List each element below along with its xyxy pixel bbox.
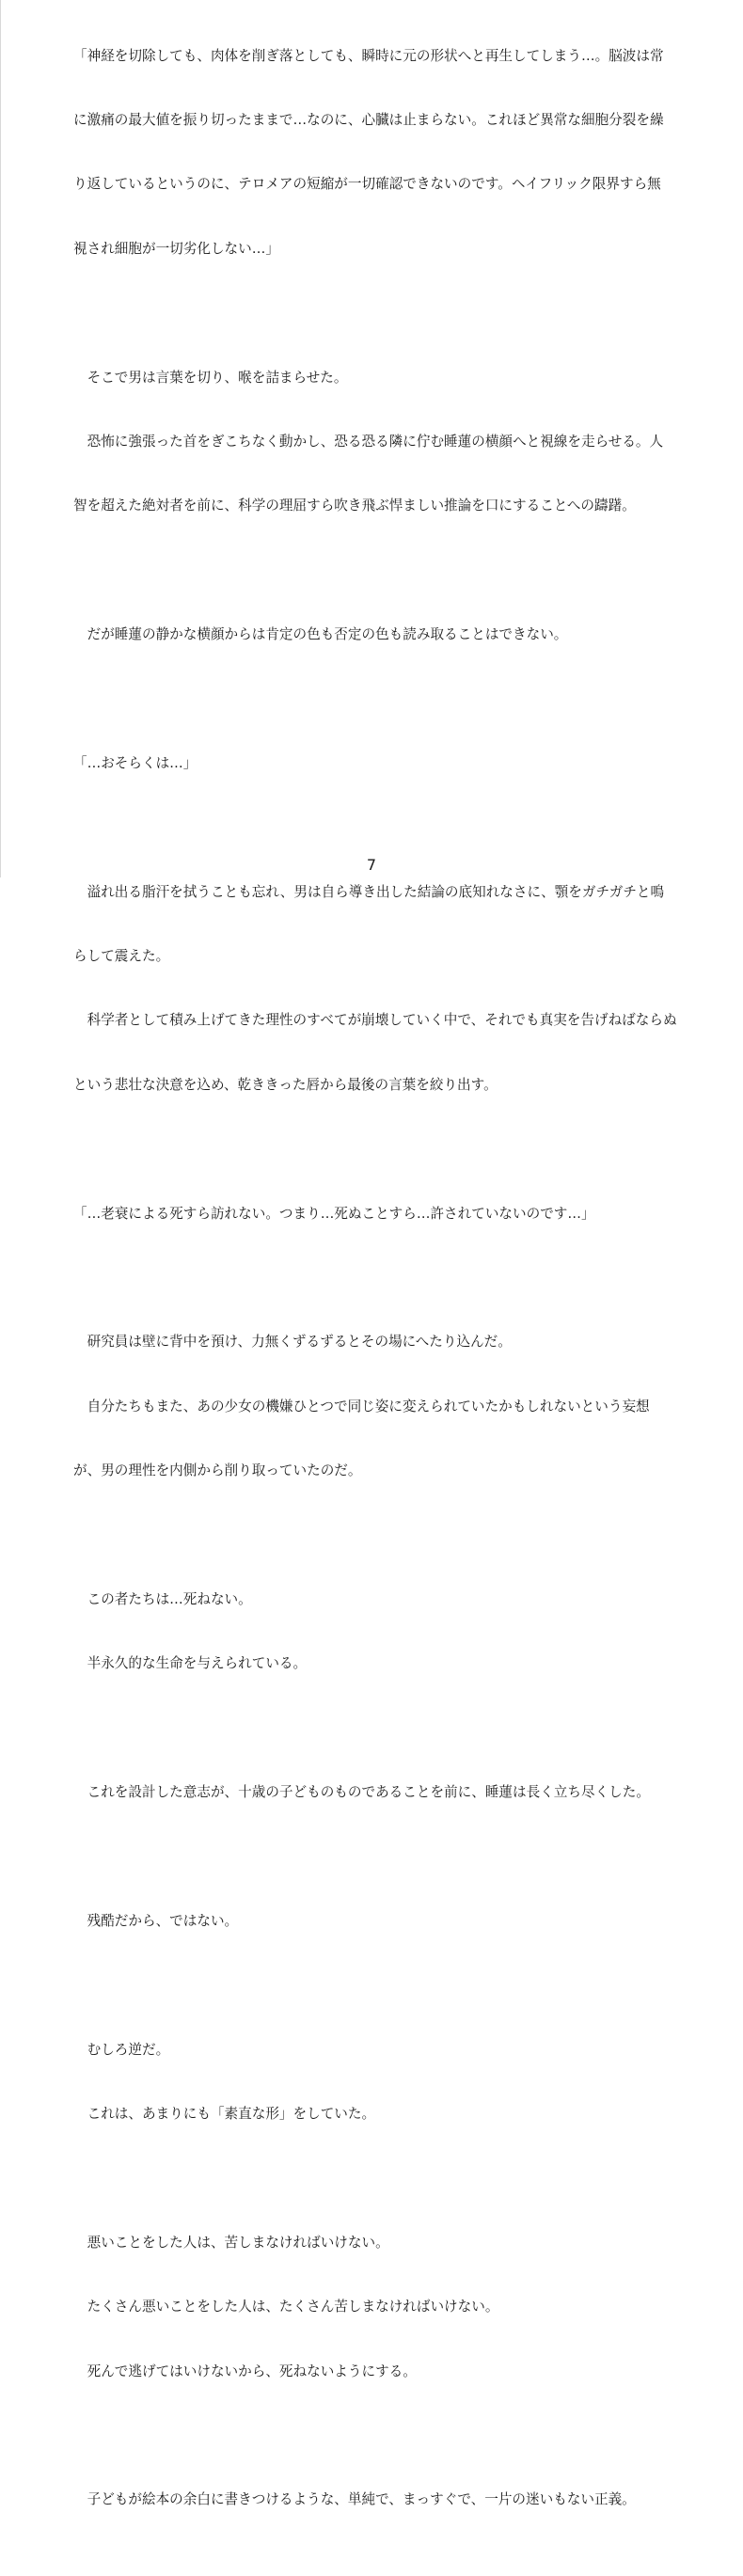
- paragraph-designed-will: [73, 1740, 685, 1847]
- text-line: 「神経を切除しても、肉体を削ぎ落としても、瞬時に元の形状へと再生してしまう…。脳波は常: [73, 47, 664, 64]
- text-line: 自分たちもまた、あの少女の機嫌ひとつで同じ姿に変えられていたかもしれないという妄想: [73, 1398, 650, 1414]
- text-line: これを設計した意志が、十歳の子どものものであることを前に、睡蓮は長く立ち尽くした。: [73, 1784, 650, 1801]
- text-line: そこで男は言葉を切り、喉を詰まらせた。: [73, 369, 348, 386]
- text-line: 溢れ出る脂汗を拭うことも忘れ、男は自ら導き出した結論の底知れなさに、顎をガチガチと鳴: [73, 883, 665, 900]
- text-line: 研究員は壁に背中を預け、力無くずるずるとその場にへたり込んだ。: [73, 1334, 512, 1351]
- text-line: 「…老衰による死すら訪れない。つまり…死ぬことすら…許されていないのです…」: [73, 1205, 595, 1222]
- paragraph-man-hesitates: [73, 324, 685, 561]
- paragraph-honest-form: [73, 1997, 685, 2168]
- paragraph-researcher-collapses: [73, 1289, 685, 1525]
- text-line: 悪いことをした人は、苦しまなければいけない。: [73, 2234, 389, 2251]
- text-line: たくさん悪いことをした人は、たくさん苦しまなければいけない。: [73, 2299, 499, 2315]
- dialogue-perhaps: [73, 710, 685, 817]
- paragraph-childlike-rules: [73, 2189, 685, 2426]
- text-line: り返しているというのに、テロメアの短縮が一切確認できないのです。ヘイフリック限界すら無: [73, 176, 661, 193]
- paragraph-cold-sweat: [73, 839, 685, 1139]
- text-line: 残酷だから、ではない。: [73, 1912, 239, 1929]
- text-line: に激痛の最大値を振り切ったままで…なのに、心臓は止まらない。これほど異常な細胞分裂を繰: [73, 111, 664, 128]
- text-line: この者たちは…死ねない。: [73, 1590, 252, 1607]
- story-text-body: [73, 3, 685, 2576]
- text-line: らして震えた。: [73, 948, 170, 965]
- text-line: 死んで逃げてはいけないから、死ねないようにする。: [73, 2363, 417, 2379]
- dialogue-no-death: [73, 1161, 685, 1268]
- page-edge-divider: [0, 0, 1, 877]
- paragraph-suiren-profile: [73, 582, 685, 689]
- paragraph-simple-justice: [73, 2447, 685, 2554]
- text-line: 智を超えた絶対者を前に、科学の理屈すら吹き飛ぶ悍ましい推論を口にすることへの躊躇。: [73, 498, 636, 514]
- text-line: 「…おそらくは…」: [73, 754, 198, 771]
- page-number: 7: [366, 856, 377, 874]
- text-line: これは、あまりにも「素直な形」をしていた。: [73, 2106, 376, 2123]
- paragraph-researcher-report: [73, 3, 685, 303]
- text-line: むしろ逆だ。: [73, 2041, 170, 2058]
- text-line: が、男の理性を内側から削り取っていたのだ。: [73, 1462, 362, 1479]
- paragraph-cannot-die: [73, 1546, 685, 1717]
- text-line: 子どもが絵本の余白に書きつけるような、単純で、まっすぐで、一片の迷いもない正義。: [73, 2491, 636, 2508]
- text-line: 恐怖に強張った首をぎこちなく動かし、恐る恐る隣に佇む睡蓮の横顔へと視線を走らせる。人: [73, 433, 664, 450]
- text-line: だが睡蓮の静かな横顔からは肯定の色も否定の色も読み取ることはできない。: [73, 626, 568, 643]
- paragraph-not-cruel: [73, 1868, 685, 1975]
- text-line: 半永久的な生命を与えられている。: [73, 1655, 308, 1672]
- text-line: 視され細胞が一切劣化しない…」: [73, 240, 279, 257]
- text-line: という悲壮な決意を込め、乾ききった唇から最後の言葉を絞り出す。: [73, 1076, 498, 1093]
- text-line: 科学者として積み上げてきた理性のすべてが崩壊していく中で、それでも真実を告げねばならぬ: [73, 1012, 677, 1029]
